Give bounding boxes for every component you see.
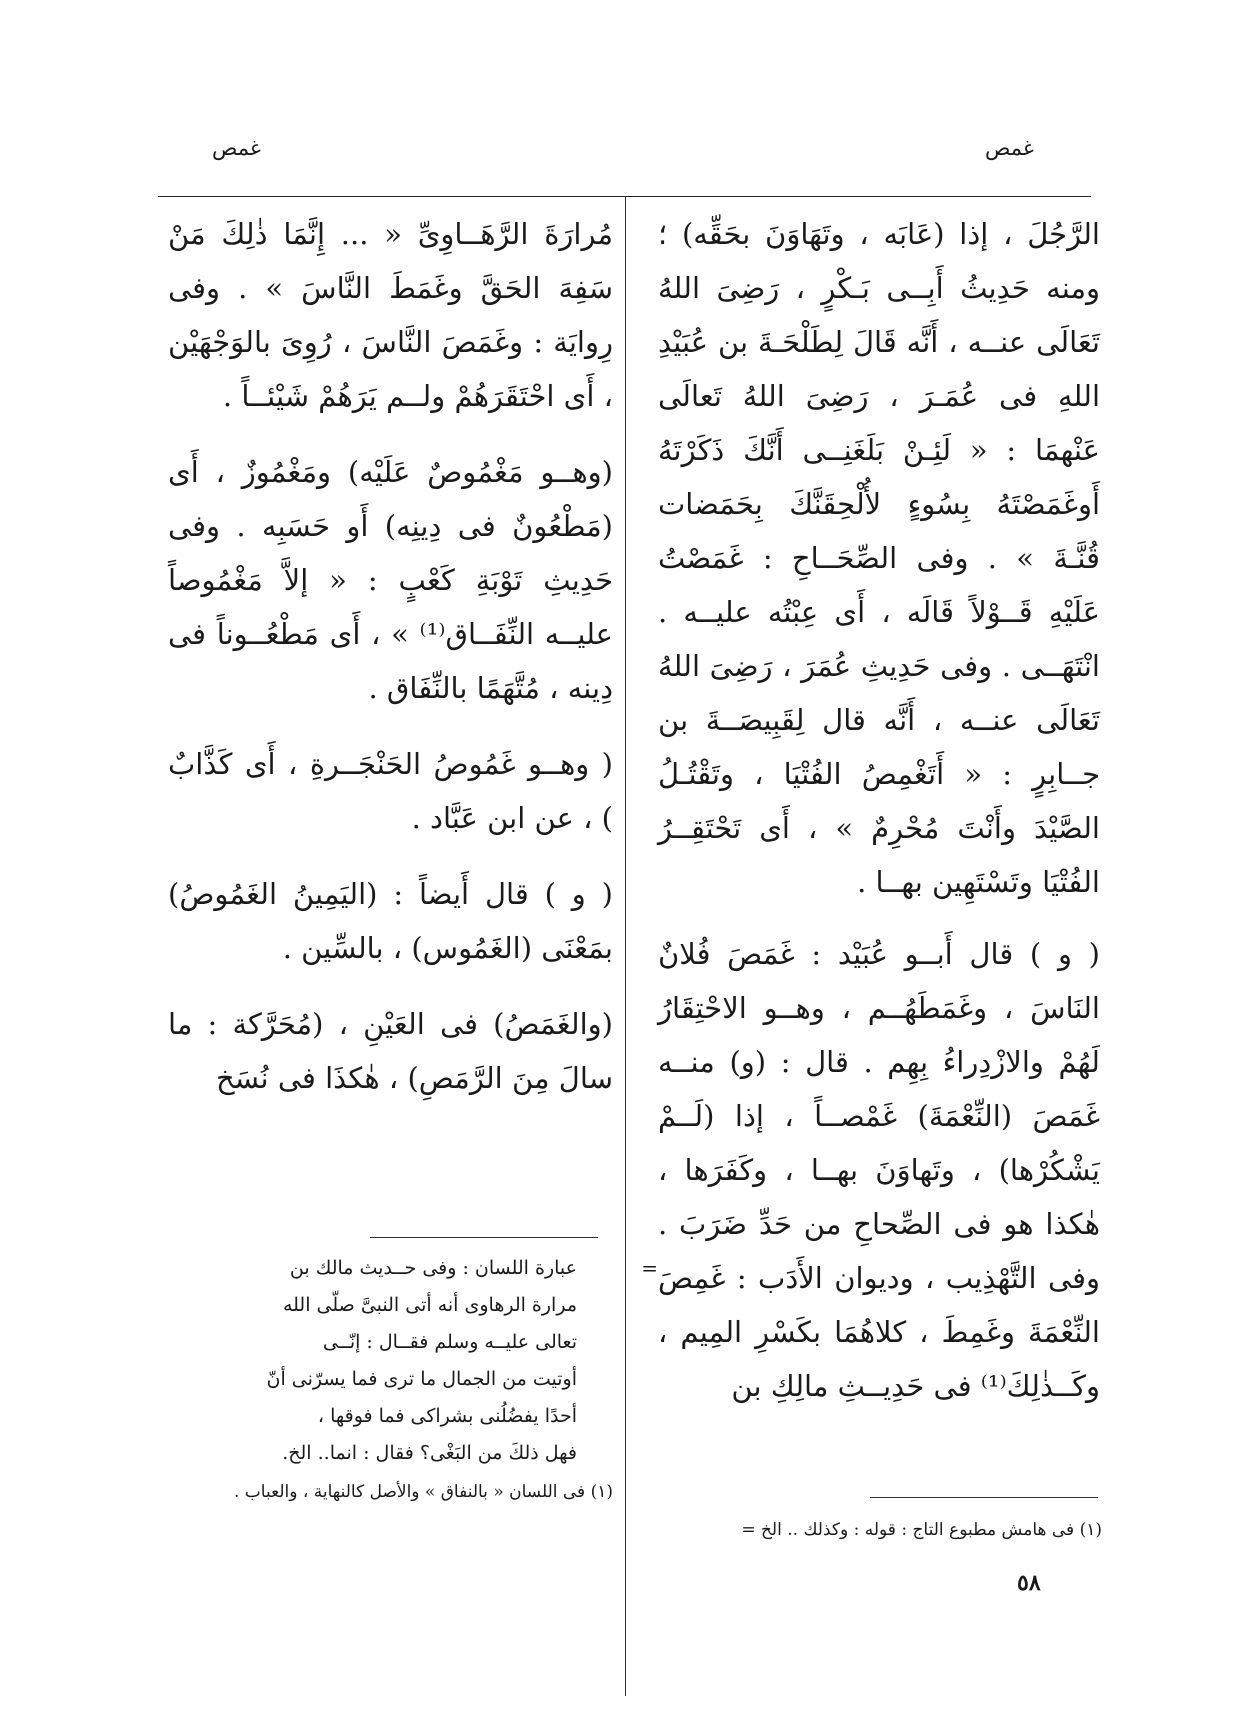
header-word-left: غمص [212,136,261,160]
left-paragraph: (وهــو مَغْمُوصٌ عَلَيْه) ومَغْمُوزٌ ، أَى (مَطْعُونٌ فى دِينِه) أَو حَسَبِه . وفى حَدِيثِ تَوْبَةِ كَعْبٍ : « إلاَّ مَغْمُوصاً عليــه النِّفَــاق⁽¹⁾ » ، أَى مَطْعُــوناً فى دِينه ، مُتَّهَمًا بالنِّفَاق . [168,455,613,705]
footnote-line: مرارة الرهاوى أنه أتى النبىَّ صلّى الله [282,1294,577,1316]
footnote-line: فهل ذلكَ من البَغْى؟ فقال : انما.. الخ. [282,1442,577,1464]
right-paragraph: الرَّجُلَ ، إذا (عَابَه ، وتَهَاوَنَ بحَقِّه) ؛ ومنه حَدِيثُ أَبِــى بَـكْرٍ ، رَضِىَ اللهُ تَعَالَى عنــه ، أَنَّه قَالَ لِطَلْحَـةَ بن عُبَيْدِ اللهِ فى عُمَـرَ ، رَضِىَ اللهُ تَعالَى عَنْهمَا : « لَئِـنْ بَلَغَنِــى أَنَّكَ ذَكَرْتَهُ أَوغَمَصْتَهُ بِسُوءٍ لأُلْحِقَنَّكَ بِحَمَضات قُنَّـةَ » . وفى الصِّحَــاحِ : غَمَصْتُ عَلَيْهِ قَــوْلاً قَالَه ، أَى عِبْتُه عليــه . انْتَهَــى . وفى حَدِيثِ عُمَرَ ، رَضِىَ اللهُ تَعَالَى عنــه ، أَنَّه قال لِقَبِيصَــةَ بن جــابِرٍ : « أَتَغْمِصُ الفُتْيَا ، وتَقْتُـلُ الصَّيْدَ وأَنْتَ مُحْرِمٌ » ، أَى تَحْتَقِــرُ الفُتْيَا وتَسْتَهِين بهــا . [658,217,1100,899]
left-paragraph: مُرارَةَ الرَّهَــاوِىِّ « ... إِنَّمَا ذٰلِكَ مَنْ سَفِهَ الحَقَّ وغَمَطَ النَّاسَ » . وفى رِوايَة : وغَمَصَ النَّاسَ ، رُوِىَ بالوَجْهَيْن ، أَى احْتَقَرَهُمْ ولــم يَرَهُمْ شَيْئــاً . [168,217,613,413]
footnote-note: (١) فى اللسان « بالنفاق » والأصل كالنهاية ، والعباب . [234,1482,613,1502]
footnote-line: تعالى عليــه وسلم فقــال : إنّــى [322,1331,577,1353]
footnote-rule-right [870,1497,1098,1498]
header-word-right: غمص [985,136,1034,160]
footnote-line: أحدًا يفضُلُنى بشراكى فما فوقها ، [317,1405,577,1427]
left-paragraph: ( وهــو غَمُوصُ الحَنْجَــرةِ ، أَى كَذَّابٌ ) ، عن ابن عَبَّاد . [168,747,613,835]
footnotes-left [168,1250,658,1511]
right-column [658,207,1100,1413]
footnote-line: أوتيت من الجمال ما ترى فما يسرّنى أنّ [266,1368,577,1390]
left-paragraph: (والغَمَصُ) فى العَيْنِ ، (مُحَرَّكة : ما سالَ مِنَ الرَّمَصِ) ، هٰكذَا فى نُسَخ [168,1007,613,1095]
left-paragraph: ( و ) قال أَيضاً : (اليَمِينُ الغَمُوصُ) بمَعْنَى (الغَمُوس) ، بالسِّين . [168,877,613,965]
footnote-line: عبارة اللسان : وفى حــديث مالك بن [289,1257,577,1279]
continuation-mark: = [641,1256,658,1280]
column-divider [625,196,626,1696]
left-column [168,207,613,1105]
footnote-rule-left [370,1237,598,1238]
page-number: ٥٨ [1017,1570,1041,1596]
right-paragraph: ( و ) قال أَبــو عُبَيْد : غَمَصَ فُلانٌ النَاسَ ، وغَمَطَهُــم ، وهــو الاحْتِقَارُ لَهُمْ والازْدِراءُ بِهِم . قال : (و) منــه غَمَصَ (النِّعْمَةَ) غَمْصــاً ، إذا (لَــمْ يَشْكُرْها) ، وتَهاوَنَ بهــا ، وكَفَرَها ، هٰكذا هو فى الصِّحاحِ من حَدِّ ضَرَبَ . وفى التَّهْذِيب ، وديوان الأَدَب : غَمِصَ النِّعْمَةَ وغَمِطَ ، كلاهُمَا بكَسْرِ المِيم ، وكَــذٰلِكَ⁽¹⁾ فى حَدِيــثِ مالِكِ بن [658,937,1100,1403]
footnote-right: (١) فى هامش مطبوع التاج : قوله : وكذلك .. الخ = [741,1520,1102,1540]
